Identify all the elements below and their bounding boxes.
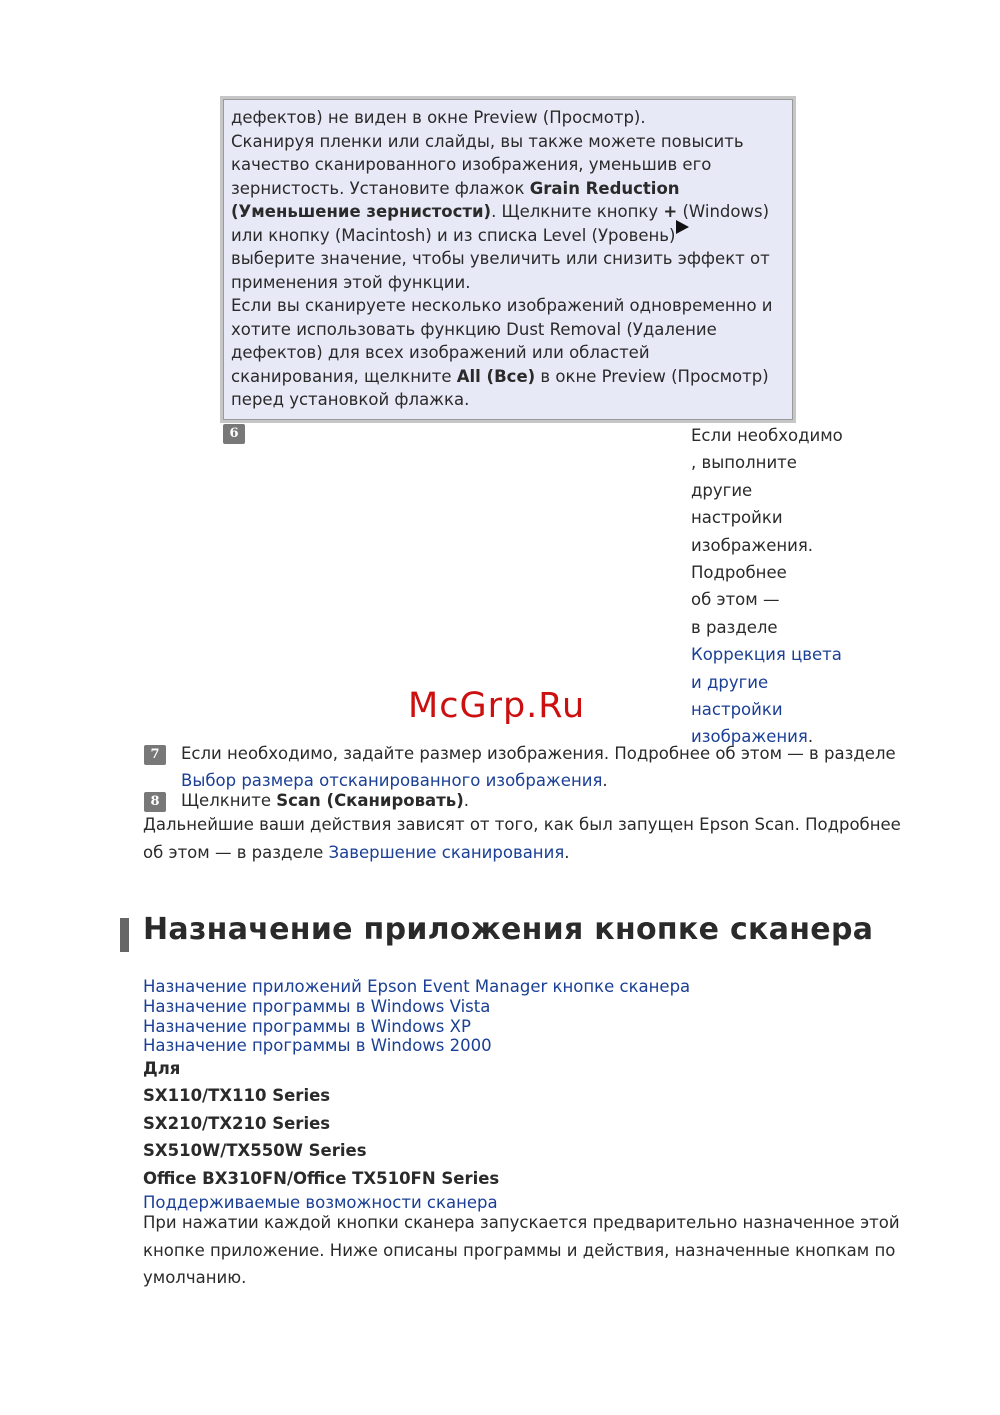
note-text: сканирования, щелкните	[231, 366, 457, 386]
note-text: в окне Preview (Просмотр)	[535, 366, 769, 386]
final-paragraph	[143, 1209, 923, 1292]
step-6-line: в разделе	[691, 617, 778, 637]
step-6-line: , выполните	[691, 453, 797, 473]
windows-2000-link[interactable]: Назначение программы в Windows 2000	[143, 1036, 492, 1056]
period: .	[602, 771, 608, 790]
series-item: SX210/TX210 Series	[143, 1113, 331, 1133]
note-line: применения этой функции.	[231, 272, 471, 292]
step-6-line: Подробнее	[691, 563, 787, 583]
section-heading: Назначение приложения кнопке сканера	[143, 912, 874, 947]
note-line	[231, 177, 785, 201]
step-6-text	[691, 422, 861, 751]
step-6-number: 6	[223, 424, 245, 444]
note-line	[231, 224, 785, 248]
series-item: SX110/TX110 Series	[143, 1086, 331, 1106]
note-text: или кнопку (Macintosh) и из списка Level (Уровень)	[231, 225, 676, 245]
color-correction-link[interactable]: и другие	[691, 672, 769, 692]
step-6-line: изображения.	[691, 535, 814, 555]
color-correction-link[interactable]: Коррекция цвета	[691, 645, 842, 665]
note-line	[231, 200, 785, 224]
para-text: об этом — в разделе	[143, 842, 329, 862]
note-box	[220, 96, 796, 423]
grain-reduction-label: Grain Reduction	[529, 178, 680, 198]
note-line: хотите использовать функцию Dust Removal (Удаление	[231, 319, 717, 339]
note-text: зернистость. Установите флажок	[231, 178, 530, 198]
image-size-link[interactable]: Выбор размера отсканированного изображения	[181, 771, 603, 790]
step-6-line: об этом —	[691, 590, 780, 610]
period: .	[807, 727, 814, 747]
series-item: Для	[143, 1059, 181, 1078]
epson-event-manager-link[interactable]: Назначение приложений Epson Event Manager кнопке сканера	[143, 977, 691, 996]
supported-features-link[interactable]: Поддерживаемые возможности сканера	[143, 1193, 498, 1212]
topic-links	[143, 977, 690, 1056]
after-scan-paragraph	[143, 811, 923, 866]
series-item: SX510W/TX550W Series	[143, 1141, 367, 1161]
finish-scanning-link[interactable]: Завершение сканирования	[328, 842, 565, 862]
note-line: дефектов) для всех изображений или областей	[231, 343, 650, 362]
step-6-line: Если необходимо	[691, 426, 843, 445]
period: .	[463, 791, 469, 810]
period: .	[564, 842, 570, 862]
para-line: При нажатии каждой кнопки сканера запускается предварительно назначенное этой	[143, 1213, 900, 1232]
note-line: Сканируя пленки или слайды, вы также можете повысить	[231, 131, 744, 151]
step-8-label: Щелкните	[181, 791, 277, 810]
color-correction-link[interactable]: изображения	[691, 727, 808, 747]
plus-label: +	[663, 202, 678, 221]
note-line: перед установкой флажка.	[231, 390, 470, 409]
step-7-text: Если необходимо, задайте размер изображения. Подробнее об этом — в разделе	[181, 744, 896, 763]
note-line: Если вы сканируете несколько изображений одновременно и	[231, 296, 773, 315]
note-line: выберите значение, чтобы увеличить или снизить эффект от	[231, 249, 770, 268]
step-6-line: другие	[691, 480, 753, 500]
para-line: умолчанию.	[143, 1268, 247, 1287]
series-list	[143, 1055, 499, 1192]
note-text: . Щелкните кнопку	[491, 202, 664, 221]
all-label: All (Все)	[456, 366, 536, 386]
grain-reduction-ru-label: (Уменьшение зернистости)	[231, 202, 492, 221]
heading-bar	[120, 918, 129, 952]
step-7-number: 7	[144, 745, 166, 765]
para-line: Дальнейшие ваши действия зависят от того, как был запущен Epson Scan. Подробнее	[143, 815, 901, 834]
note-line: дефектов) не виден в окне Preview (Просмотр).	[231, 108, 646, 127]
scan-button-label: Scan (Сканировать)	[276, 791, 464, 810]
para-line: кнопке приложение. Ниже описаны программы и действия, назначенные кнопкам по	[143, 1240, 896, 1260]
triangle-right-icon	[676, 220, 689, 234]
watermark-logo: McGrp.Ru	[408, 686, 586, 726]
step-8-number: 8	[144, 792, 166, 812]
note-line	[231, 365, 785, 389]
windows-vista-link[interactable]: Назначение программы в Windows Vista	[143, 996, 491, 1016]
step-8-text	[181, 787, 469, 814]
series-item: Office BX310FN/Office TX510FN Series	[143, 1168, 500, 1188]
note-text: (Windows)	[677, 202, 770, 221]
note-line: качество сканированного изображения, уменьшив его	[231, 155, 712, 174]
windows-xp-link[interactable]: Назначение программы в Windows XP	[143, 1016, 471, 1036]
step-6-line: настройки	[691, 508, 783, 528]
color-correction-link[interactable]: настройки	[691, 700, 783, 720]
para-line	[143, 839, 923, 867]
